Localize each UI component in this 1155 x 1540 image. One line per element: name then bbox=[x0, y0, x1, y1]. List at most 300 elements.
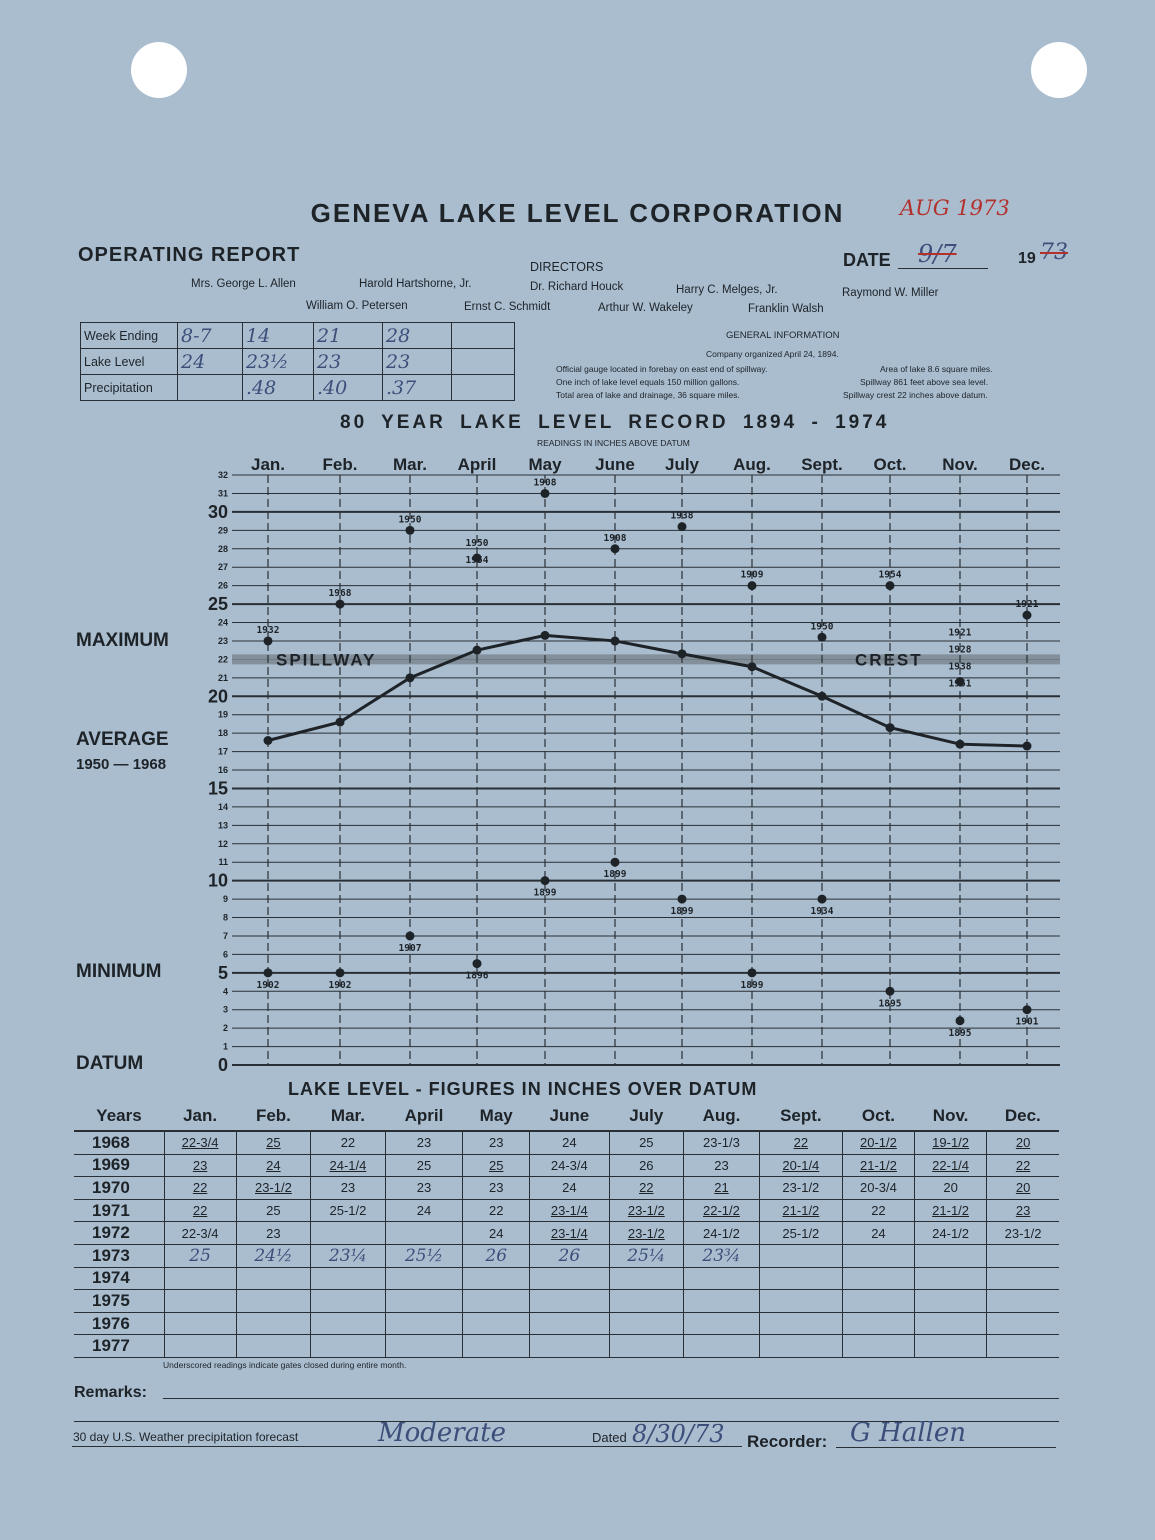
table-header-month: July bbox=[609, 1102, 684, 1131]
y-tick-label: 13 bbox=[217, 820, 228, 831]
table-header-month: May bbox=[463, 1102, 530, 1131]
table-cell: 25 bbox=[609, 1131, 684, 1154]
year-value: 73 bbox=[1040, 240, 1068, 265]
table-cell bbox=[842, 1131, 914, 1154]
general-info-line: Spillway 861 feet above sea level. bbox=[860, 377, 989, 387]
table-cell bbox=[684, 1267, 760, 1290]
director-name: Harry C. Melges, Jr. bbox=[676, 284, 778, 296]
y-tick-label: 6 bbox=[222, 949, 228, 960]
average-point bbox=[336, 718, 345, 727]
table-cell bbox=[915, 1335, 987, 1358]
average-point bbox=[956, 740, 965, 749]
table-cell bbox=[463, 1290, 530, 1313]
y-tick-label: 26 bbox=[217, 580, 228, 591]
table-row bbox=[74, 1177, 1059, 1200]
director-name: Harold Hartshorne, Jr. bbox=[359, 278, 472, 290]
table-cell bbox=[915, 1312, 987, 1335]
underscored-reading: 24-1/4 bbox=[329, 1157, 367, 1173]
chart-title: 80 YEAR LAKE LEVEL RECORD 1894 - 1974 bbox=[340, 412, 890, 433]
table-cell bbox=[987, 1177, 1059, 1200]
table-cell bbox=[759, 1312, 842, 1335]
table-cell: 23 bbox=[385, 1131, 463, 1154]
precip-cell: .37 bbox=[383, 375, 452, 401]
max-point bbox=[1023, 611, 1032, 620]
table-cell bbox=[842, 1335, 914, 1358]
week-ending-label: Week Ending bbox=[81, 323, 178, 349]
precip-cell: .48 bbox=[243, 375, 314, 401]
director-name: Mrs. George L. Allen bbox=[191, 278, 296, 290]
max-year-label: 1921 bbox=[1015, 599, 1039, 611]
underscored-reading: 22 bbox=[192, 1203, 208, 1219]
table-header-month: June bbox=[530, 1102, 609, 1131]
table-cell: 24 bbox=[385, 1199, 463, 1222]
table-cell: 23 bbox=[463, 1131, 530, 1154]
y-tick-label: 1 bbox=[222, 1041, 228, 1052]
underscored-reading: 20-1/2 bbox=[860, 1135, 897, 1151]
underscored-reading: 25 bbox=[266, 1135, 281, 1151]
max-point bbox=[748, 581, 757, 590]
table-year: 1968 bbox=[74, 1131, 164, 1154]
min-year-label: 1896 bbox=[465, 970, 489, 982]
table-cell bbox=[311, 1222, 386, 1245]
table-cell bbox=[385, 1222, 463, 1245]
table-cell: 25¼ bbox=[609, 1244, 684, 1267]
table-cell: 25 bbox=[236, 1199, 311, 1222]
table-cell: 25-1/2 bbox=[311, 1199, 386, 1222]
y-tick-label: 16 bbox=[217, 765, 228, 775]
recorder-signature: G Hallen bbox=[850, 1418, 966, 1448]
table-cell: 24-3/4 bbox=[530, 1154, 609, 1177]
table-row bbox=[74, 1312, 1059, 1335]
average-label: AVERAGE bbox=[76, 729, 169, 750]
table-cell bbox=[987, 1154, 1059, 1177]
max-point bbox=[336, 600, 345, 609]
y-tick-label: 0 bbox=[217, 1055, 228, 1075]
minimum-label: MINIMUM bbox=[76, 961, 162, 982]
director-name: Raymond W. Miller bbox=[842, 287, 939, 299]
table-cell bbox=[236, 1290, 311, 1313]
table-year: 1976 bbox=[74, 1312, 164, 1335]
table-cell bbox=[759, 1131, 842, 1154]
underscored-reading: 21 bbox=[714, 1180, 729, 1196]
y-tick-label: 17 bbox=[217, 746, 228, 757]
table-cell bbox=[236, 1131, 311, 1154]
table-year: 1975 bbox=[74, 1290, 164, 1313]
level-cell: 23 bbox=[383, 349, 452, 375]
table-cell bbox=[987, 1267, 1059, 1290]
table-footnote: Underscored readings indicate gates closed during entire month. bbox=[163, 1360, 407, 1370]
min-point bbox=[264, 968, 273, 977]
table-cell bbox=[385, 1290, 463, 1313]
min-year-label: 1895 bbox=[878, 998, 902, 1010]
table-row bbox=[74, 1154, 1059, 1177]
max-year-label: 1951 bbox=[948, 678, 972, 690]
table-cell bbox=[842, 1244, 914, 1267]
y-tick-label: 15 bbox=[207, 778, 228, 799]
max-point bbox=[406, 526, 415, 535]
table-cell bbox=[842, 1290, 914, 1313]
table-header-month: Sept. bbox=[759, 1102, 842, 1131]
y-tick-label: 9 bbox=[222, 894, 228, 905]
month-label: Feb. bbox=[322, 455, 358, 474]
max-point bbox=[678, 522, 687, 531]
table-cell bbox=[311, 1154, 386, 1177]
table-cell bbox=[530, 1222, 609, 1245]
min-year-label: 1899 bbox=[603, 869, 627, 881]
table-cell bbox=[164, 1177, 236, 1200]
table-cell bbox=[311, 1335, 386, 1358]
month-label: Dec. bbox=[1009, 455, 1045, 474]
table-cell: 23¼ bbox=[311, 1244, 386, 1267]
table-cell bbox=[915, 1244, 987, 1267]
table-cell bbox=[915, 1131, 987, 1154]
table-cell: 23¾ bbox=[684, 1244, 760, 1267]
chart-subtitle: READINGS IN INCHES ABOVE DATUM bbox=[537, 438, 690, 448]
table-cell bbox=[609, 1312, 684, 1335]
min-year-label: 1934 bbox=[810, 906, 834, 918]
month-label: Sept. bbox=[801, 455, 843, 474]
table-cell bbox=[684, 1312, 760, 1335]
y-tick-label: 31 bbox=[217, 488, 228, 499]
week-cell: 21 bbox=[314, 323, 383, 349]
min-year-label: 1902 bbox=[256, 979, 280, 991]
table-cell: 22-3/4 bbox=[164, 1222, 236, 1245]
month-label: Aug. bbox=[733, 455, 771, 474]
max-year-label: 1950 bbox=[465, 537, 489, 549]
table-header-month: April bbox=[385, 1102, 463, 1131]
table-cell bbox=[842, 1154, 914, 1177]
table-cell bbox=[530, 1335, 609, 1358]
lake-level-table bbox=[74, 1102, 1059, 1358]
table-cell: 25-1/2 bbox=[759, 1222, 842, 1245]
min-year-label: 1899 bbox=[740, 979, 764, 991]
precip-cell: .40 bbox=[314, 375, 383, 401]
y-tick-label: 32 bbox=[217, 470, 228, 480]
table-cell bbox=[164, 1290, 236, 1313]
week-cell: 28 bbox=[383, 323, 452, 349]
max-year-label: 1932 bbox=[256, 624, 280, 636]
table-cell: 20-3/4 bbox=[842, 1177, 914, 1200]
y-tick-label: 12 bbox=[217, 838, 228, 849]
table-cell bbox=[530, 1199, 609, 1222]
max-year-label: 1938 bbox=[948, 661, 972, 673]
table-cell bbox=[759, 1335, 842, 1358]
min-year-label: 1902 bbox=[328, 979, 352, 991]
table-cell bbox=[609, 1199, 684, 1222]
table-cell: 25½ bbox=[385, 1244, 463, 1267]
table-cell bbox=[164, 1312, 236, 1335]
table-cell: 23-1/3 bbox=[684, 1131, 760, 1154]
general-info-line: Official gauge located in forebay on east end of spillway. bbox=[556, 364, 768, 374]
underscored-reading: 21-1/2 bbox=[860, 1157, 897, 1173]
crest-label: CREST bbox=[855, 650, 923, 670]
table-cell: 26 bbox=[463, 1244, 530, 1267]
table-cell bbox=[164, 1267, 236, 1290]
min-year-label: 1899 bbox=[670, 906, 694, 918]
max-point bbox=[611, 544, 620, 553]
datum-label: DATUM bbox=[76, 1053, 144, 1074]
table-cell bbox=[530, 1290, 609, 1313]
y-tick-label: 24 bbox=[217, 617, 228, 628]
table-cell bbox=[684, 1199, 760, 1222]
max-year-label: 1954 bbox=[878, 569, 902, 581]
table-title: LAKE LEVEL - FIGURES IN INCHES OVER DATUM bbox=[288, 1079, 758, 1099]
table-cell bbox=[842, 1312, 914, 1335]
min-year-label: 1901 bbox=[1015, 1016, 1039, 1028]
y-tick-label: 27 bbox=[217, 562, 228, 573]
table-header-month: Aug. bbox=[684, 1102, 760, 1131]
underscored-reading: 23 bbox=[1015, 1203, 1031, 1219]
underscored-reading: 19-1/2 bbox=[932, 1135, 970, 1151]
table-cell: 23 bbox=[236, 1222, 311, 1245]
y-tick-label: 4 bbox=[222, 986, 228, 997]
company-title: GENEVA LAKE LEVEL CORPORATION bbox=[310, 198, 845, 228]
max-year-label: 1928 bbox=[948, 644, 972, 656]
table-cell bbox=[609, 1177, 684, 1200]
general-info-line: One inch of lake level equals 150 million gallons. bbox=[556, 377, 740, 387]
director-name: Ernst C. Schmidt bbox=[464, 301, 551, 313]
table-cell: 25 bbox=[164, 1244, 236, 1267]
table-cell bbox=[987, 1244, 1059, 1267]
table-cell: 24-1/2 bbox=[684, 1222, 760, 1245]
min-point bbox=[956, 1016, 965, 1025]
dated-value: 8/30/73 bbox=[632, 1420, 725, 1448]
remarks-line bbox=[163, 1398, 1059, 1399]
min-point bbox=[886, 987, 895, 996]
min-point bbox=[1023, 1005, 1032, 1014]
underscored-reading: 20 bbox=[1015, 1180, 1031, 1196]
table-cell bbox=[987, 1312, 1059, 1335]
table-cell: 24½ bbox=[236, 1244, 311, 1267]
min-point bbox=[818, 895, 827, 904]
max-point bbox=[886, 581, 895, 590]
spillway-label: SPILLWAY bbox=[276, 650, 377, 670]
underscored-reading: 22 bbox=[192, 1180, 208, 1196]
underscored-reading: 25 bbox=[488, 1157, 504, 1173]
table-cell bbox=[759, 1199, 842, 1222]
date-value: 9/7 bbox=[918, 240, 957, 268]
table-cell bbox=[311, 1267, 386, 1290]
table-cell bbox=[987, 1131, 1059, 1154]
table-cell bbox=[385, 1267, 463, 1290]
underscored-reading: 23-1/2 bbox=[254, 1180, 292, 1196]
table-year: 1973 bbox=[74, 1244, 164, 1267]
table-cell bbox=[164, 1335, 236, 1358]
remarks-label: Remarks: bbox=[74, 1384, 147, 1401]
table-cell bbox=[236, 1267, 311, 1290]
table-cell: 22 bbox=[311, 1131, 386, 1154]
general-info-line: Total area of lake and drainage, 36 square miles. bbox=[556, 390, 740, 400]
level-cell: 24 bbox=[178, 349, 243, 375]
table-cell bbox=[684, 1177, 760, 1200]
max-year-label: 1908 bbox=[603, 532, 627, 544]
table-cell bbox=[463, 1335, 530, 1358]
table-cell bbox=[609, 1335, 684, 1358]
underscored-reading: 22-1/2 bbox=[703, 1203, 740, 1219]
month-label: Jan. bbox=[250, 455, 286, 474]
table-cell bbox=[915, 1267, 987, 1290]
table-cell bbox=[236, 1177, 311, 1200]
table-cell bbox=[915, 1154, 987, 1177]
director-name: Dr. Richard Houck bbox=[530, 281, 624, 293]
min-year-label: 1895 bbox=[948, 1027, 972, 1039]
table-cell bbox=[609, 1222, 684, 1245]
y-tick-label: 21 bbox=[217, 672, 228, 683]
table-year: 1970 bbox=[74, 1177, 164, 1200]
report-title: OPERATING REPORT bbox=[78, 244, 301, 266]
table-cell bbox=[463, 1312, 530, 1335]
table-cell: 24 bbox=[842, 1222, 914, 1245]
y-tick-label: 22 bbox=[217, 654, 228, 665]
table-cell: 23 bbox=[311, 1177, 386, 1200]
table-cell: 23 bbox=[385, 1177, 463, 1200]
table-cell: 25 bbox=[385, 1154, 463, 1177]
table-cell bbox=[759, 1267, 842, 1290]
max-year-label: 1954 bbox=[465, 554, 489, 566]
table-cell: 23-1/2 bbox=[987, 1222, 1059, 1245]
table-cell: 22 bbox=[463, 1199, 530, 1222]
average-point bbox=[473, 646, 482, 655]
y-tick-label: 30 bbox=[207, 501, 228, 522]
table-cell bbox=[164, 1199, 236, 1222]
director-name: Franklin Walsh bbox=[748, 303, 824, 315]
table-cell bbox=[164, 1131, 236, 1154]
underscored-reading: 23-1/2 bbox=[627, 1225, 665, 1241]
y-tick-label: 19 bbox=[217, 709, 228, 720]
general-info-title: GENERAL INFORMATION bbox=[726, 330, 840, 341]
y-tick-label: 28 bbox=[217, 543, 228, 554]
table-cell bbox=[530, 1312, 609, 1335]
y-tick-label: 23 bbox=[217, 635, 228, 646]
average-point bbox=[818, 692, 827, 701]
table-cell: 26 bbox=[530, 1244, 609, 1267]
underscored-reading: 20-1/4 bbox=[782, 1157, 820, 1173]
min-point bbox=[406, 931, 415, 940]
table-cell bbox=[236, 1312, 311, 1335]
table-row bbox=[74, 1131, 1059, 1154]
lake-level-label: Lake Level bbox=[81, 349, 178, 375]
underscored-reading: 22 bbox=[793, 1135, 809, 1151]
table-row bbox=[74, 1290, 1059, 1313]
average-period: 1950 — 1968 bbox=[76, 756, 167, 773]
table-row bbox=[74, 1244, 1059, 1267]
table-cell bbox=[236, 1335, 311, 1358]
min-year-label: 1899 bbox=[533, 887, 557, 899]
underscored-reading: 23-1/4 bbox=[550, 1225, 588, 1241]
month-label: Nov. bbox=[942, 455, 978, 474]
table-header-month: Feb. bbox=[236, 1102, 311, 1131]
director-name: Arthur W. Wakeley bbox=[598, 302, 693, 314]
general-info-line: Area of lake 8.6 square miles. bbox=[880, 364, 993, 374]
max-year-label: 1938 bbox=[670, 510, 694, 522]
table-cell bbox=[842, 1267, 914, 1290]
underscored-reading: 22-3/4 bbox=[181, 1135, 219, 1151]
table-cell bbox=[311, 1312, 386, 1335]
month-label: Oct. bbox=[873, 455, 907, 474]
week-cell: 14 bbox=[243, 323, 314, 349]
average-point bbox=[264, 736, 273, 745]
table-cell bbox=[987, 1290, 1059, 1313]
max-point bbox=[264, 636, 273, 645]
average-point bbox=[886, 723, 895, 732]
table-cell: 24 bbox=[530, 1131, 609, 1154]
min-point bbox=[611, 858, 620, 867]
table-cell bbox=[311, 1290, 386, 1313]
table-cell bbox=[609, 1290, 684, 1313]
average-point bbox=[748, 662, 757, 671]
table-cell bbox=[164, 1154, 236, 1177]
table-cell bbox=[915, 1290, 987, 1313]
max-point bbox=[541, 489, 550, 498]
table-cell: 20 bbox=[915, 1177, 987, 1200]
min-point bbox=[336, 968, 345, 977]
average-point bbox=[1023, 742, 1032, 751]
max-year-label: 1908 bbox=[533, 477, 557, 489]
average-point bbox=[406, 673, 415, 682]
underscored-reading: 23-1/4 bbox=[550, 1203, 588, 1219]
table-header-month: Mar. bbox=[311, 1102, 386, 1131]
table-cell: 24 bbox=[530, 1177, 609, 1200]
table-cell bbox=[463, 1154, 530, 1177]
y-tick-label: 3 bbox=[222, 1004, 228, 1015]
table-cell bbox=[684, 1335, 760, 1358]
underscored-reading: 24 bbox=[266, 1157, 281, 1173]
max-year-label: 1921 bbox=[948, 627, 972, 639]
table-cell bbox=[987, 1335, 1059, 1358]
table-cell bbox=[915, 1199, 987, 1222]
table-row bbox=[74, 1199, 1059, 1222]
y-tick-label: 10 bbox=[207, 870, 228, 891]
underscored-reading: 23-1/2 bbox=[627, 1203, 665, 1219]
underscored-reading: 22 bbox=[639, 1180, 654, 1196]
maximum-label: MAXIMUM bbox=[76, 630, 169, 651]
table-cell bbox=[684, 1290, 760, 1313]
underscored-reading: 20 bbox=[1015, 1135, 1031, 1151]
month-label: June bbox=[595, 455, 635, 474]
level-cell: 23 bbox=[314, 349, 383, 375]
table-row bbox=[74, 1267, 1059, 1290]
table-year: 1972 bbox=[74, 1222, 164, 1245]
table-row bbox=[74, 1222, 1059, 1245]
year-prefix: 19 bbox=[1018, 250, 1036, 267]
month-label: July bbox=[664, 455, 700, 474]
month-label: April bbox=[457, 455, 497, 474]
table-header-years: Years bbox=[74, 1102, 164, 1131]
week-cell: 8-7 bbox=[178, 323, 243, 349]
average-point bbox=[541, 631, 550, 640]
y-tick-label: 25 bbox=[207, 594, 228, 615]
y-tick-label: 29 bbox=[217, 525, 228, 536]
y-tick-label: 20 bbox=[207, 686, 228, 707]
y-tick-label: 5 bbox=[217, 962, 228, 983]
table-header-month: Nov. bbox=[915, 1102, 987, 1131]
table-cell bbox=[236, 1154, 311, 1177]
underscored-reading: 22 bbox=[1015, 1157, 1031, 1173]
table-cell: 23 bbox=[463, 1177, 530, 1200]
underscored-reading: 21-1/2 bbox=[782, 1203, 820, 1219]
min-year-label: 1907 bbox=[398, 942, 422, 954]
table-cell: 24-1/2 bbox=[915, 1222, 987, 1245]
date-label: DATE bbox=[843, 250, 891, 270]
month-label: May bbox=[528, 455, 562, 474]
handwritten-month: AUG 1973 bbox=[900, 196, 1010, 220]
table-cell: 24 bbox=[463, 1222, 530, 1245]
min-point bbox=[541, 876, 550, 885]
table-cell bbox=[530, 1267, 609, 1290]
table-cell bbox=[759, 1154, 842, 1177]
max-year-label: 1909 bbox=[740, 569, 764, 581]
table-header-month: Dec. bbox=[987, 1102, 1059, 1131]
